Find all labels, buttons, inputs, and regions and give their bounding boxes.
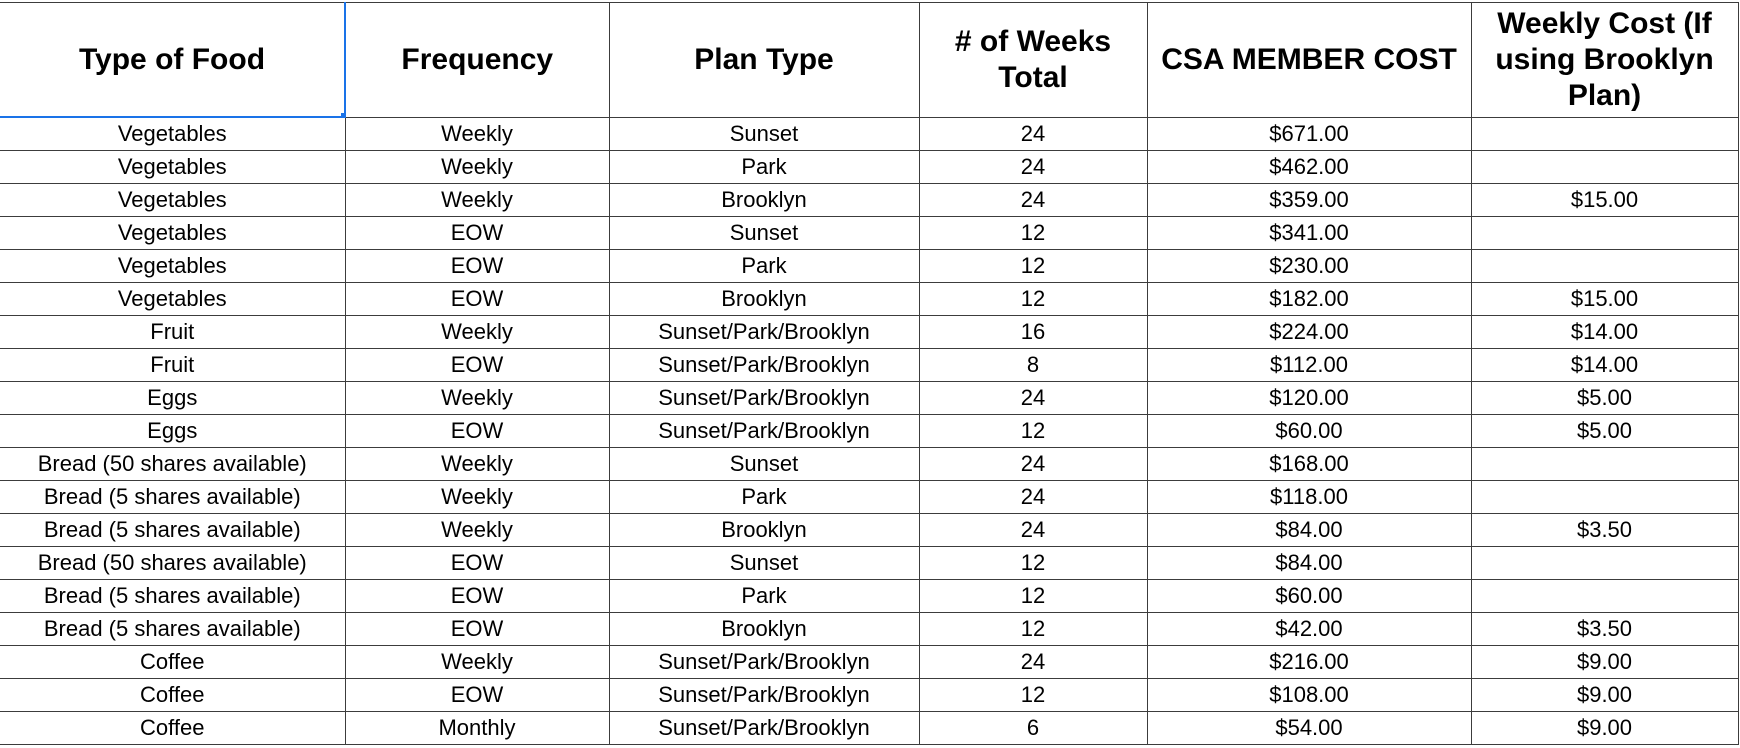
cell-member-cost[interactable]: $216.00 [1147, 646, 1471, 679]
cell-weekly-cost[interactable] [1471, 250, 1738, 283]
header-label: Frequency [401, 42, 554, 76]
cell-weekly-cost[interactable]: $3.50 [1471, 613, 1738, 646]
cell-plan-type[interactable]: Park [609, 151, 919, 184]
cell-weekly-cost[interactable] [1471, 547, 1738, 580]
header-cell-weeks-total[interactable] [919, 3, 1147, 118]
table-row [0, 547, 1738, 580]
cell-weeks-total[interactable]: 24 [919, 448, 1147, 481]
cell-weekly-cost[interactable] [1471, 580, 1738, 613]
table-row [0, 712, 1738, 745]
table-row [0, 580, 1738, 613]
table-row [0, 415, 1738, 448]
cell-weeks-total[interactable]: 12 [919, 415, 1147, 448]
cell-weeks-total[interactable]: 24 [919, 382, 1147, 415]
csa-cost-table [0, 2, 1739, 745]
table-row [0, 316, 1738, 349]
cell-frequency[interactable]: EOW [345, 613, 609, 646]
cell-member-cost[interactable]: $341.00 [1147, 217, 1471, 250]
cell-plan-type[interactable]: Brooklyn [609, 283, 919, 316]
cell-member-cost[interactable]: $120.00 [1147, 382, 1471, 415]
cell-plan-type[interactable]: Brooklyn [609, 613, 919, 646]
table-row [0, 514, 1738, 547]
cell-weekly-cost[interactable] [1471, 448, 1738, 481]
cell-member-cost[interactable]: $60.00 [1147, 415, 1471, 448]
cell-weekly-cost[interactable]: $9.00 [1471, 646, 1738, 679]
cell-weekly-cost[interactable]: $9.00 [1471, 679, 1738, 712]
cell-type-of-food[interactable]: Bread (50 shares available) [0, 547, 345, 580]
cell-member-cost[interactable]: $84.00 [1147, 514, 1471, 547]
header-label: # of Weeks Total [954, 24, 1112, 94]
cell-plan-type[interactable]: Park [609, 580, 919, 613]
cell-frequency[interactable]: EOW [345, 283, 609, 316]
table-row [0, 481, 1738, 514]
table-row [0, 117, 1738, 151]
cell-type-of-food[interactable]: Coffee [0, 646, 345, 679]
cell-type-of-food[interactable]: Bread (5 shares available) [0, 613, 345, 646]
header-cell-frequency[interactable] [345, 3, 609, 118]
cell-weekly-cost[interactable] [1471, 117, 1738, 151]
header-label: Type of Food [78, 42, 266, 76]
cell-weekly-cost[interactable] [1471, 151, 1738, 184]
cell-weekly-cost[interactable]: $14.00 [1471, 349, 1738, 382]
cell-frequency[interactable]: EOW [345, 250, 609, 283]
cell-weeks-total[interactable]: 12 [919, 283, 1147, 316]
header-label: Plan Type [694, 42, 834, 76]
cell-plan-type[interactable]: Sunset/Park/Brooklyn [609, 679, 919, 712]
cell-type-of-food[interactable]: Coffee [0, 679, 345, 712]
table-row [0, 250, 1738, 283]
cell-type-of-food[interactable]: Vegetables [0, 217, 345, 250]
cell-weekly-cost[interactable] [1471, 217, 1738, 250]
cell-member-cost[interactable]: $118.00 [1147, 481, 1471, 514]
cell-frequency[interactable]: EOW [345, 349, 609, 382]
cell-plan-type[interactable]: Sunset/Park/Brooklyn [609, 646, 919, 679]
table-row [0, 382, 1738, 415]
header-label: Weekly Cost (If using Brooklyn Plan) [1495, 6, 1714, 112]
cell-weeks-total[interactable]: 8 [919, 349, 1147, 382]
table-row [0, 151, 1738, 184]
cell-plan-type[interactable]: Sunset [609, 117, 919, 151]
cell-weeks-total[interactable]: 12 [919, 250, 1147, 283]
cell-type-of-food[interactable]: Bread (5 shares available) [0, 481, 345, 514]
cell-weekly-cost[interactable]: $14.00 [1471, 316, 1738, 349]
cell-weeks-total[interactable]: 24 [919, 117, 1147, 151]
cell-weekly-cost[interactable]: $5.00 [1471, 382, 1738, 415]
cell-member-cost[interactable]: $359.00 [1147, 184, 1471, 217]
cell-type-of-food[interactable]: Bread (5 shares available) [0, 580, 345, 613]
cell-frequency[interactable]: Weekly [345, 481, 609, 514]
cell-weeks-total[interactable]: 16 [919, 316, 1147, 349]
cell-frequency[interactable]: EOW [345, 547, 609, 580]
cell-plan-type[interactable]: Park [609, 481, 919, 514]
cell-weeks-total[interactable]: 12 [919, 547, 1147, 580]
cell-member-cost[interactable]: $60.00 [1147, 580, 1471, 613]
cell-frequency[interactable]: EOW [345, 415, 609, 448]
cell-plan-type[interactable]: Sunset/Park/Brooklyn [609, 712, 919, 745]
table-row [0, 184, 1738, 217]
cell-member-cost[interactable]: $112.00 [1147, 349, 1471, 382]
cell-weeks-total[interactable]: 24 [919, 646, 1147, 679]
cell-type-of-food[interactable]: Vegetables [0, 250, 345, 283]
cell-frequency[interactable]: Weekly [345, 514, 609, 547]
cell-member-cost[interactable]: $168.00 [1147, 448, 1471, 481]
cell-member-cost[interactable]: $671.00 [1147, 117, 1471, 151]
cell-type-of-food[interactable]: Eggs [0, 382, 345, 415]
cell-plan-type[interactable]: Sunset/Park/Brooklyn [609, 349, 919, 382]
cell-weeks-total[interactable]: 24 [919, 151, 1147, 184]
table-row [0, 613, 1738, 646]
table-row [0, 349, 1738, 382]
cell-frequency[interactable]: EOW [345, 679, 609, 712]
header-row [0, 3, 1738, 118]
cell-member-cost[interactable]: $182.00 [1147, 283, 1471, 316]
cell-frequency[interactable]: EOW [345, 217, 609, 250]
cell-plan-type[interactable]: Brooklyn [609, 514, 919, 547]
cell-frequency[interactable]: Weekly [345, 448, 609, 481]
header-cell-member-cost[interactable] [1147, 3, 1471, 118]
cell-plan-type[interactable]: Sunset [609, 547, 919, 580]
cell-type-of-food[interactable]: Vegetables [0, 151, 345, 184]
cell-frequency[interactable]: Weekly [345, 382, 609, 415]
cell-weekly-cost[interactable]: $15.00 [1471, 184, 1738, 217]
header-cell-weekly-cost[interactable] [1471, 3, 1738, 118]
cell-plan-type[interactable]: Sunset/Park/Brooklyn [609, 415, 919, 448]
cell-plan-type[interactable]: Sunset [609, 448, 919, 481]
cell-type-of-food[interactable]: Bread (5 shares available) [0, 514, 345, 547]
cell-weekly-cost[interactable]: $5.00 [1471, 415, 1738, 448]
cell-plan-type[interactable]: Sunset/Park/Brooklyn [609, 382, 919, 415]
cell-type-of-food[interactable]: Coffee [0, 712, 345, 745]
table-row [0, 283, 1738, 316]
cell-weekly-cost[interactable]: $3.50 [1471, 514, 1738, 547]
header-cell-type-of-food[interactable] [0, 3, 345, 118]
cell-frequency[interactable]: Weekly [345, 117, 609, 151]
cell-weeks-total[interactable]: 12 [919, 679, 1147, 712]
cell-weeks-total[interactable]: 24 [919, 184, 1147, 217]
header-cell-plan-type[interactable] [609, 3, 919, 118]
table-body [0, 117, 1738, 745]
cell-plan-type[interactable]: Sunset [609, 217, 919, 250]
cell-member-cost[interactable]: $54.00 [1147, 712, 1471, 745]
header-label: CSA MEMBER COST [1161, 42, 1457, 76]
cell-frequency[interactable]: Weekly [345, 184, 609, 217]
cell-member-cost[interactable]: $224.00 [1147, 316, 1471, 349]
cell-type-of-food[interactable]: Fruit [0, 349, 345, 382]
cell-weeks-total[interactable]: 12 [919, 217, 1147, 250]
cell-frequency[interactable]: Weekly [345, 316, 609, 349]
cell-member-cost[interactable]: $108.00 [1147, 679, 1471, 712]
cell-plan-type[interactable]: Brooklyn [609, 184, 919, 217]
selection-fill-handle[interactable] [340, 112, 345, 117]
table-row [0, 646, 1738, 679]
table-row [0, 217, 1738, 250]
cell-type-of-food[interactable]: Vegetables [0, 283, 345, 316]
cell-weeks-total[interactable]: 24 [919, 514, 1147, 547]
cell-type-of-food[interactable]: Fruit [0, 316, 345, 349]
cell-type-of-food[interactable]: Vegetables [0, 117, 345, 151]
cell-weekly-cost[interactable]: $9.00 [1471, 712, 1738, 745]
cell-frequency[interactable]: Weekly [345, 646, 609, 679]
cell-weekly-cost[interactable]: $15.00 [1471, 283, 1738, 316]
cell-member-cost[interactable]: $462.00 [1147, 151, 1471, 184]
cell-type-of-food[interactable]: Eggs [0, 415, 345, 448]
cell-type-of-food[interactable]: Bread (50 shares available) [0, 448, 345, 481]
cell-member-cost[interactable]: $84.00 [1147, 547, 1471, 580]
cell-weeks-total[interactable]: 6 [919, 712, 1147, 745]
cell-frequency[interactable]: EOW [345, 580, 609, 613]
table-row [0, 679, 1738, 712]
cell-plan-type[interactable]: Sunset/Park/Brooklyn [609, 316, 919, 349]
cell-member-cost[interactable]: $230.00 [1147, 250, 1471, 283]
cell-plan-type[interactable]: Park [609, 250, 919, 283]
cell-type-of-food[interactable]: Vegetables [0, 184, 345, 217]
cell-frequency[interactable]: Weekly [345, 151, 609, 184]
cell-member-cost[interactable]: $42.00 [1147, 613, 1471, 646]
cell-weeks-total[interactable]: 12 [919, 613, 1147, 646]
cell-weekly-cost[interactable] [1471, 481, 1738, 514]
cell-weeks-total[interactable]: 12 [919, 580, 1147, 613]
cell-frequency[interactable]: Monthly [345, 712, 609, 745]
cell-weeks-total[interactable]: 24 [919, 481, 1147, 514]
table-row [0, 448, 1738, 481]
